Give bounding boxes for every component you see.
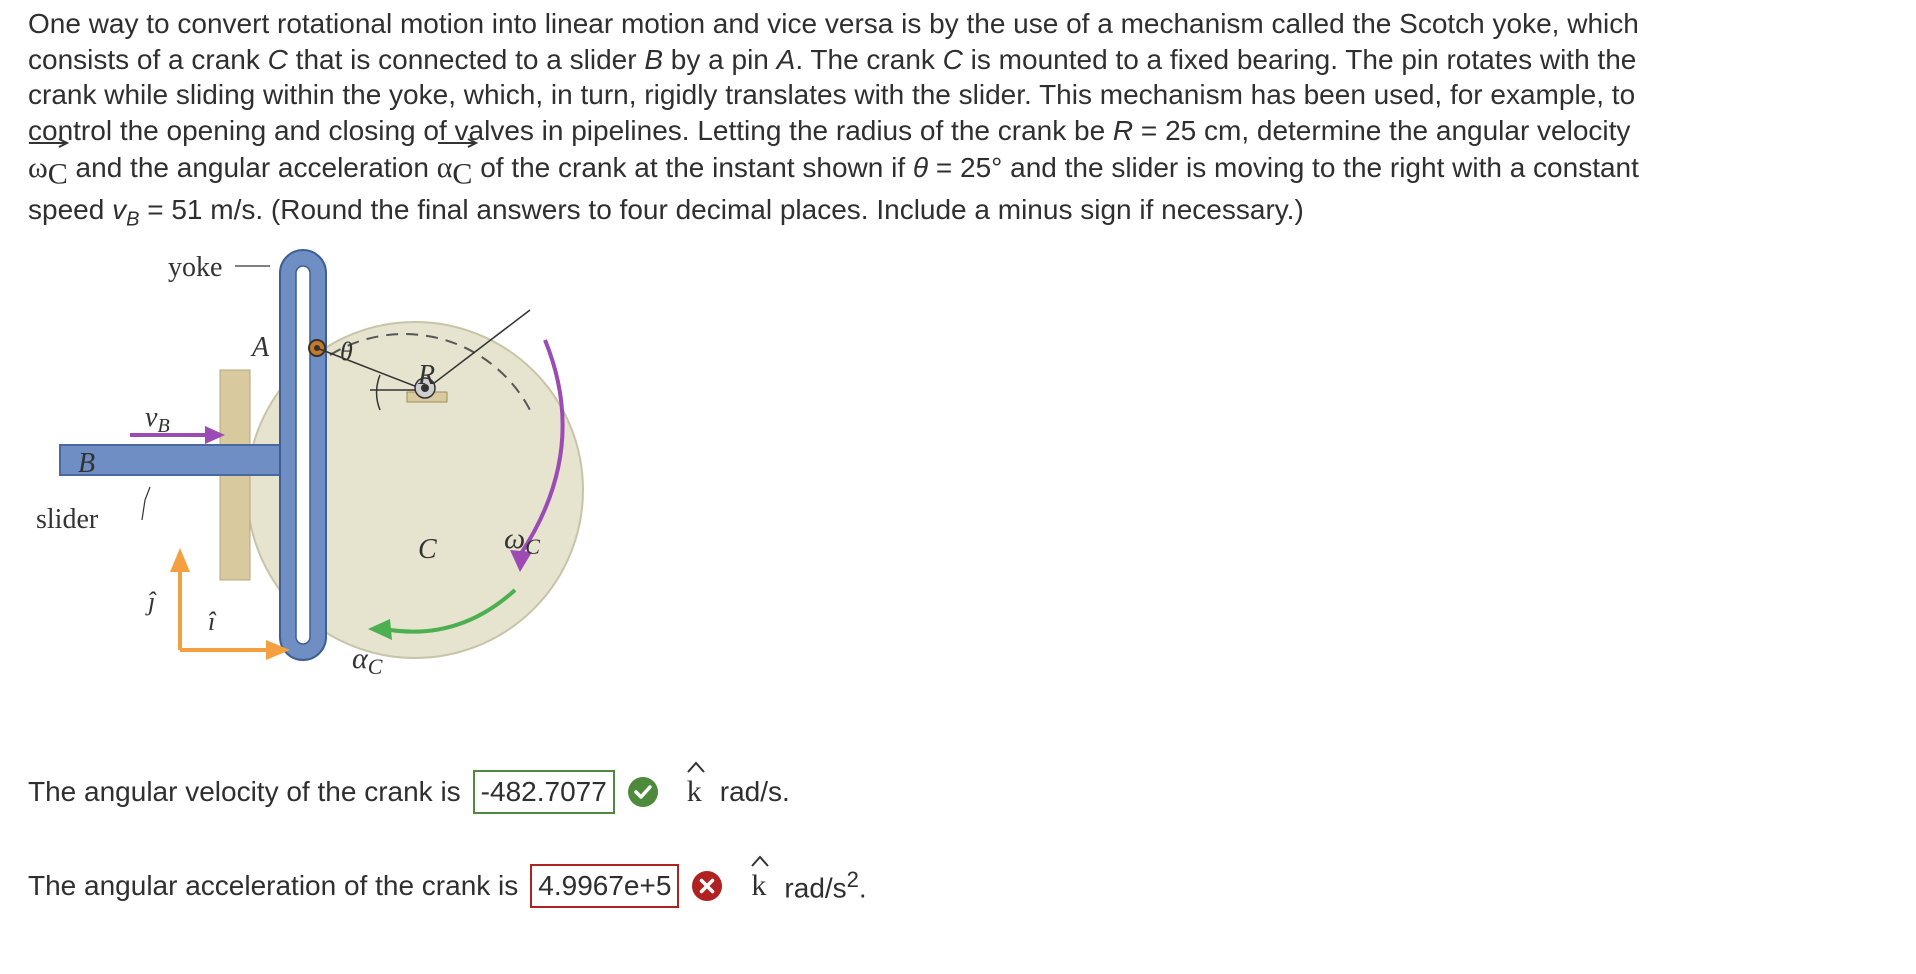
velocity-prompt: The angular velocity of the crank is <box>28 776 461 807</box>
scotch-yoke-figure <box>30 252 710 700</box>
hat-icon <box>687 761 705 773</box>
unit-vector-k: k <box>751 869 766 903</box>
velocity-answer-field[interactable]: -482.7077 <box>473 770 615 814</box>
unit-vector-k: k <box>687 775 702 809</box>
problem-line: speed $v_B = 51$ m/s. (Round the final answers to four decimal places. Include a minus sign if necessary.) <box>28 194 1304 231</box>
label-C: C <box>418 534 437 565</box>
label-j: ĵ <box>148 587 156 616</box>
alpha-vector: $\alpha_C$ <box>437 148 473 192</box>
label-omega: $\omega_C$ <box>504 522 540 559</box>
yoke-slot <box>296 266 310 644</box>
check-icon <box>627 776 659 808</box>
label-yoke: yoke <box>168 252 223 283</box>
velocity-unit: rad/s. <box>719 776 790 807</box>
acceleration-prompt: The angular acceleration of the crank is <box>28 870 519 901</box>
label-slider: slider <box>36 504 99 535</box>
label-i: î <box>208 607 216 636</box>
hat-icon <box>751 855 769 867</box>
acceleration-unit: rad/$s^2$. <box>784 867 867 904</box>
problem-line: $\omega_C$ and the angular acceleration $\alpha_C$ of the crank at the instant shown if θ = 25° and the slider is moving to the right with a constant <box>28 148 1908 192</box>
problem-statement <box>28 6 1908 238</box>
acceleration-answer-row <box>28 864 867 908</box>
velocity-answer-row <box>28 770 790 814</box>
vector-arrow-icon <box>438 138 478 148</box>
label-theta: θ <box>340 337 353 366</box>
problem-line: One way to convert rotational motion into linear motion and vice versa is by the use of a mechanism called the Scotch yoke, which <box>28 8 1639 39</box>
label-vB: $v_B$ <box>145 402 170 437</box>
omega-vector: $\omega_C$ <box>28 148 68 192</box>
label-B: B <box>78 448 96 479</box>
scotch-yoke-diagram <box>30 252 710 700</box>
problem-line: consists of a crank C that is connected to a slider B by a pin A. The crank C is mounted to a fixed bearing. The pin rotates with the <box>28 43 1637 75</box>
problem-line: control the opening and closing of valves in pipelines. Letting the radius of the crank be R = 25 cm, determine the angular velocity <box>28 114 1631 146</box>
error-icon <box>691 870 723 902</box>
label-A: A <box>252 332 270 363</box>
label-alpha: $\alpha_C$ <box>352 642 383 679</box>
problem-line: crank while sliding within the yoke, which, in turn, rigidly translates with the slider. This mechanism has been used, for example, to <box>28 79 1636 110</box>
acceleration-answer-field[interactable]: 4.9967e+5 <box>530 864 679 908</box>
label-R: R <box>418 360 436 391</box>
vector-arrow-icon <box>29 138 69 148</box>
